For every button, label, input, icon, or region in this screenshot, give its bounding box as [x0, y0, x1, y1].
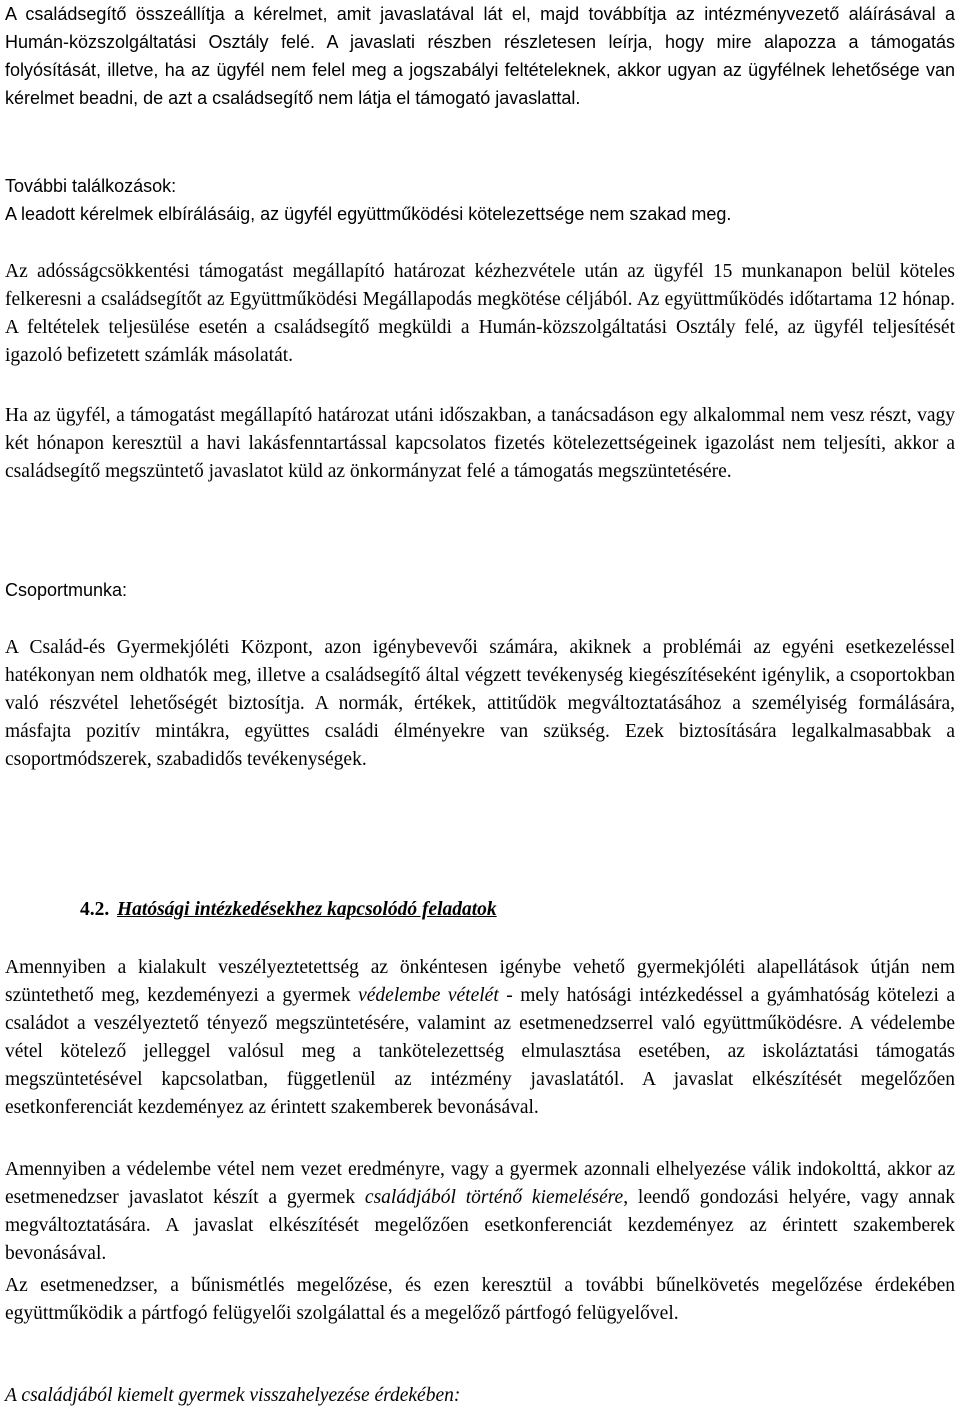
paragraph-text: Amennyiben a védelembe vétel nem vezet eredményre, vagy a gyermek azonnali elhelyezése válik indokolttá, akkor az esetmenedzser javaslatot készít a gyermek: [5, 1159, 955, 1208]
paragraph-text: Az adósságcsökkentési támogatást megállapító határozat kézhezvétele után az ügyfél 15 munkanapon belül köteles felkeresni a családsegítőt az Együttműködési Megállapodás megkötése céljából.: [5, 261, 955, 310]
paragraph-text: - mely hatósági intézkedéssel a gyámhatóság kötelezi a családot a veszélyeztető tényező megszüntetésére, valamint az esetmenedzserrel való együttműködésre.: [5, 985, 956, 1034]
paragraph-group-work: [5, 634, 955, 774]
paragraph-text: Az együttműködés időtartama 12 hónap.: [636, 289, 955, 310]
paragraph-text: A feltételek teljesülése esetén a családsegítő megküldi a Humán-közszolgáltatási Osztály felé, az ügyfél teljesítését igazoló befizetett számlák másolatát.: [5, 317, 955, 366]
paragraph-further-meetings: [5, 200, 955, 228]
paragraph-text: Ezek biztosítására legalkalmasabbak a csoportmódszerek, szabadidős tevékenységek.: [5, 721, 955, 770]
paragraph-text: Az esetmenedzser, a bűnismétlés megelőzése, és ezen keresztül a további bűnelkövetés megelőzése érdekében együttműködik a pártfogó felügyelői szolgálattal és a megelőző pártfogó felügyelővel.: [5, 1275, 955, 1324]
paragraph-debt-reduction: [5, 258, 955, 370]
paragraph-text: Ha az ügyfél, a támogatást megállapító határozat utáni időszakban, a tanácsadáson egy alkalommal nem vesz részt, vagy két hónapon keresztül a havi lakásfenntartással kapcsolatos fizetés kötelezettségeinek igazolást nem teljesíti, akkor a családsegítő megszüntető javaslatot küld az önkormányzat felé a támogatás megszüntetésére.: [5, 405, 955, 482]
paragraph-text: Amennyiben a kialakult veszélyeztetettség az önkéntesen igénybe vehető gyermekjóléti alapellátások útján nem szüntethető meg, kezdeményezi a gyermek: [5, 957, 955, 1006]
paragraph-text: , leendő gondozási helyére, vagy annak megváltoztatására.: [5, 1187, 955, 1236]
paragraph-text: A védelembe vétel kötelező jelleggel valósul meg a tankötelezettség elmulasztása esetében, az iskoláztatási támogatás megszüntetésével kapcsolatban, függetlenül az intézmény javaslatától.: [5, 1013, 955, 1090]
paragraph-text: A leadott kérelmek elbírálásáig, az ügyfél együttműködési kötelezettsége nem szakad meg.: [5, 204, 732, 224]
group-work-label: [5, 576, 955, 604]
paragraph-protection: [5, 954, 955, 1122]
paragraph-text: A normák, értékek, attitűdök megváltoztatásához a személyiség formálására, másfajta pozitív mintákra, együttes családi élményekre van szükség.: [5, 693, 955, 742]
section-number: 4.2.: [80, 899, 110, 920]
emphasis-text: védelembe vételét: [358, 985, 499, 1006]
further-meetings-label: [5, 172, 955, 200]
paragraph-probation: [5, 1272, 955, 1328]
paragraph-text: A javaslat elkészítését megelőzően esetkonferenciát kezdeményez az érintett szakemberek bevonásával.: [5, 1215, 955, 1264]
paragraph-request-submission: [5, 0, 955, 112]
section-label: További találkozások:: [5, 176, 177, 196]
paragraph-text: A családsegítő összeállítja a kérelmet, amit javaslatával lát el, majd továbbítja az intézményvezető aláírásával a Humán-közszolgáltatási Osztály felé. A javaslati részben részletesen leírja, hogy mire alapozza a támogatás folyósítását, illetve, ha az ügyfél nem felel meg a jogszabályi feltételeknek, akkor ugyan az ügyfélnek lehetősége van kérelmet beadni, de azt a családsegítő nem látja el támogató javaslattal.: [5, 4, 955, 108]
paragraph-reintegration-heading: [5, 1382, 955, 1410]
section-label: Csoportmunka:: [5, 580, 128, 600]
paragraph-removal: [5, 1156, 955, 1268]
paragraph-termination: [5, 402, 955, 486]
paragraph-text: A Család-és Gyermekjóléti Központ, azon igénybevevői számára, akiknek a problémái az egyéni esetkezeléssel hatékonyan nem oldhatók meg, illetve a családsegítő által végzett tevékenység kiegészítéseként igénylik, a csoportokban való részvétel lehetőségét biztosítja.: [5, 637, 955, 714]
section-title: Hatósági intézkedésekhez kapcsolódó feladatok: [117, 899, 497, 920]
subsection-title: A családjából kiemelt gyermek visszahelyezése érdekében:: [5, 1385, 461, 1406]
emphasis-text: családjából történő kiemelésére: [364, 1187, 624, 1208]
paragraph-text: A javaslat elkészítését megelőzően esetkonferenciát kezdeményez az érintett szakemberek bevonásával.: [5, 1069, 955, 1118]
